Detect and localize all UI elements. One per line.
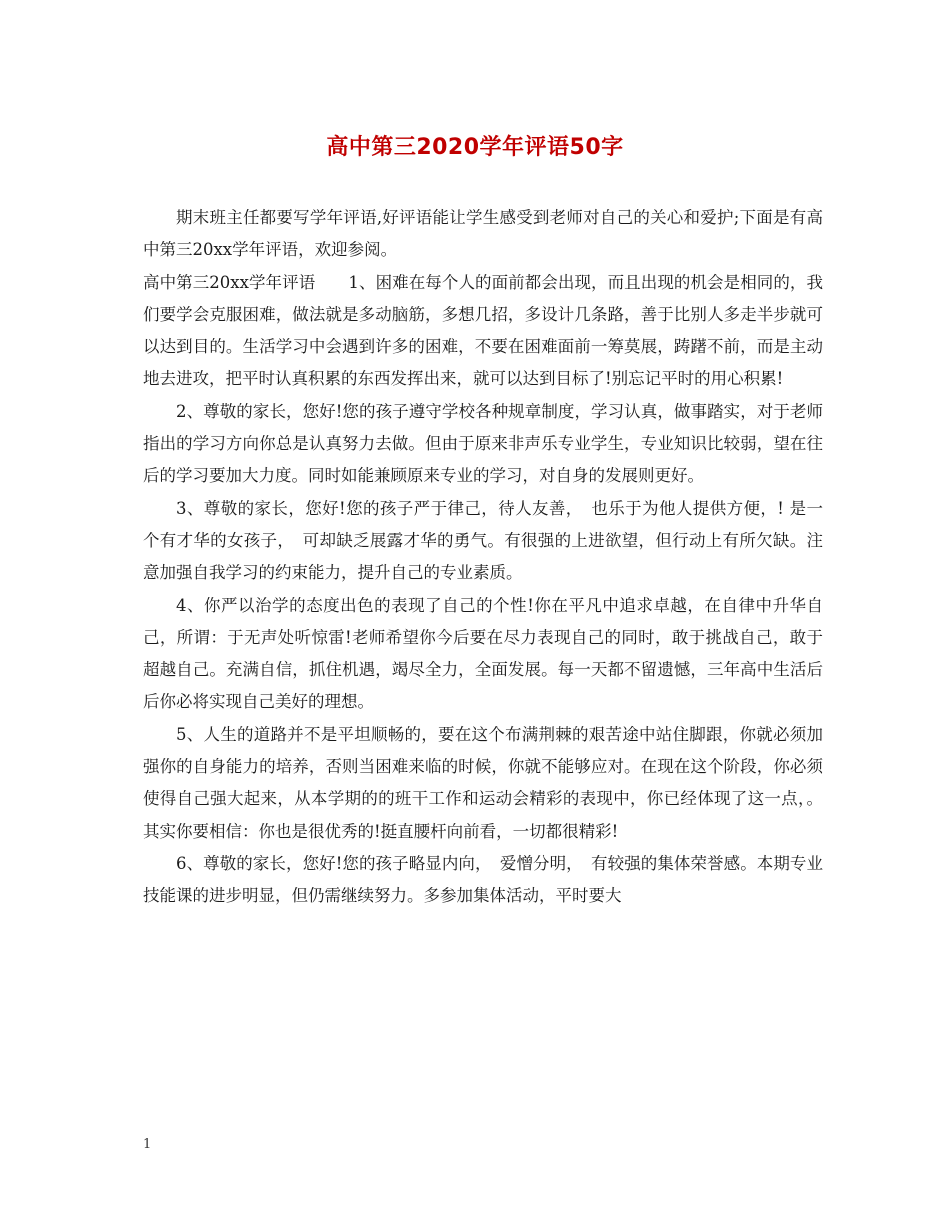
- paragraph-comment-5: 5、人生的道路并不是平坦顺畅的，要在这个布满荆棘的艰苦途中站住脚跟，你就必须加强你的自身能力的培养，否则当困难来临的时候，你就不能够应对。在现在这个阶段，你必须使得自己强大起来，从本学期的的班干工作和运动会精彩的表现中，你已经体现了这一点，。其实你要相信：你也是很优秀的!挺直腰杆向前看，一切都很精彩!: [143, 724, 823, 841]
- paragraph-comment-6: 6、尊敬的家长，您好!您的孩子略显内向， 爱憎分明， 有较强的集体荣誉感。本期专业技能课的进步明显，但仍需继续努力。多参加集体活动，平时要大: [143, 853, 823, 906]
- document-body: [143, 202, 823, 913]
- paragraph-comment-1: 高中第三20xx学年评语 1、困难在每个人的面前都会出现，而且出现的机会是相同的，我们要学会克服困难，做法就是多动脑筋，多想几招，多设计几条路，善于比别人多走半步就可以达到目的。生活学习中会遇到许多的困难，不要在困难面前一筹莫展，踌躇不前，而是主动地去进攻，把平时认真积累的东西发挥出来，就可以达到目标了!别忘记平时的用心积累!: [143, 272, 823, 389]
- paragraph-intro: 期末班主任都要写学年评语,好评语能让学生感受到老师对自己的关心和爱护;下面是有高中第三20xx学年评语，欢迎参阅。: [143, 208, 823, 260]
- paragraph-comment-4: 4、你严以治学的态度出色的表现了自己的个性!你在平凡中追求卓越，在自律中升华自己，所谓：于无声处听惊雷!老师希望你今后要在尽力表现自己的同时，敢于挑战自己，敢于超越自己。充满自信，抓住机遇，竭尽全力，全面发展。每一天都不留遗憾，三年高中生活后后你必将实现自己美好的理想。: [143, 595, 823, 712]
- page-number: 1: [143, 1137, 152, 1152]
- document-title: 高中第三2020学年评语50字: [326, 135, 624, 160]
- paragraph-comment-3: 3、尊敬的家长，您好!您的孩子严于律己，待人友善， 也乐于为他人提供方便，! 是一个有才华的女孩子， 可却缺乏展露才华的勇气。有很强的上进欲望，但行动上有所欠缺。注意加强自我学习的约束能力，提升自己的专业素质。: [143, 498, 823, 583]
- paragraph-comment-2: 2、尊敬的家长，您好!您的孩子遵守学校各种规章制度，学习认真，做事踏实，对于老师指出的学习方向你总是认真努力去做。但由于原来非声乐专业学生，专业知识比较弱，望在往后的学习要加大力度。同时如能兼顾原来专业的学习，对自身的发展则更好。: [143, 401, 823, 486]
